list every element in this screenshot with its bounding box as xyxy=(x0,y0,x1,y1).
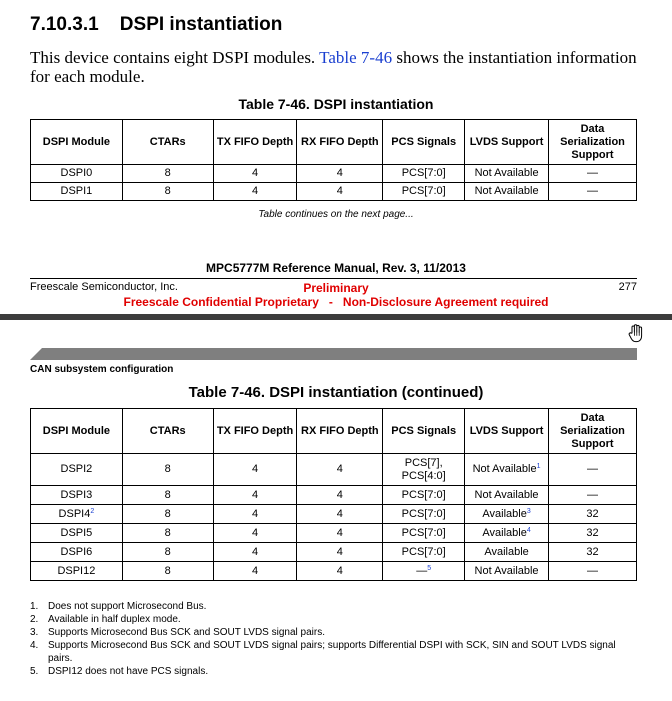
table-header-row xyxy=(31,120,637,165)
module-text: DSPI4 xyxy=(58,507,91,520)
table-row xyxy=(31,165,637,183)
cell-pcs: PCS[7:0] xyxy=(383,524,465,543)
footnote-number: 5. xyxy=(30,666,39,677)
cell-ctars: 8 xyxy=(122,543,213,562)
section-heading xyxy=(30,14,282,36)
intro-paragraph xyxy=(30,48,650,86)
cell-lvds: Not Available xyxy=(465,486,549,505)
cell-rx: 4 xyxy=(297,505,383,524)
table1-caption: Table 7-46. DSPI instantiation xyxy=(238,96,434,112)
footnote-text: DSPI12 does not have PCS signals. xyxy=(48,666,209,677)
cell-lvds: Not Available xyxy=(465,562,549,581)
cell-ctars: 8 xyxy=(122,486,213,505)
col-header: Data Serialization Support xyxy=(549,409,637,454)
intro-text-before: This device contains eight DSPI modules. xyxy=(30,48,316,67)
section-title: DSPI instantiation xyxy=(119,14,283,35)
col-header: TX FIFO Depth xyxy=(213,409,297,454)
footnote-item xyxy=(30,639,640,665)
footnote-text: Supports Microsecond Bus SCK and SOUT LVDS signal pairs. xyxy=(48,627,325,638)
section-number: 7.10.3.1 xyxy=(30,14,99,35)
footer-confidential-notice: Freescale Confidential Proprietary - Non-Disclosure Agreement required xyxy=(123,295,549,309)
cell-ctars: 8 xyxy=(122,183,213,201)
cell-ds: — xyxy=(549,183,637,201)
cell-ds: — xyxy=(549,562,637,581)
cell-rx: 4 xyxy=(297,165,383,183)
col-header: CTARs xyxy=(122,409,213,454)
cell-pcs xyxy=(383,562,465,581)
table-row xyxy=(31,505,637,524)
cell-pcs: PCS[7:0] xyxy=(383,183,465,201)
footnote-text: Available in half duplex mode. xyxy=(48,614,181,625)
pcs-text: — xyxy=(416,564,428,577)
cell-tx: 4 xyxy=(213,486,297,505)
table-header-row xyxy=(31,409,637,454)
col-header: CTARs xyxy=(122,120,213,165)
footnote-item xyxy=(30,613,640,626)
table-continues-note: Table continues on the next page... xyxy=(258,209,414,220)
footnote-ref[interactable]: 4 xyxy=(526,526,531,534)
table-row xyxy=(31,454,637,486)
table2-caption: Table 7-46. DSPI instantiation (continued) xyxy=(188,384,484,401)
cell-rx: 4 xyxy=(297,486,383,505)
table-row xyxy=(31,524,637,543)
cell-module xyxy=(31,505,123,524)
table-row xyxy=(31,562,637,581)
footnote-ref[interactable]: 1 xyxy=(536,463,541,470)
cell-lvds: Not Available xyxy=(465,165,549,183)
cell-module: DSPI5 xyxy=(31,524,123,543)
footnote-text: Does not support Microsecond Bus. xyxy=(48,601,207,612)
col-header: RX FIFO Depth xyxy=(297,120,383,165)
pcs-line: PCS[7], xyxy=(404,456,443,469)
footnote-number: 1. xyxy=(30,601,39,612)
footer-company: Freescale Semiconductor, Inc. xyxy=(30,281,178,293)
hand-cursor-icon xyxy=(626,323,646,343)
cell-ctars: 8 xyxy=(122,165,213,183)
cell-ctars: 8 xyxy=(122,524,213,543)
cell-tx: 4 xyxy=(213,562,297,581)
footer-divider xyxy=(30,278,637,279)
intro-text-after: shows the instantiation information for each module. xyxy=(30,48,637,86)
lvds-text: Available xyxy=(482,507,527,520)
cell-pcs: PCS[7:0] xyxy=(383,543,465,562)
cell-lvds: Not Available xyxy=(465,183,549,201)
footnote-ref[interactable]: 3 xyxy=(526,507,531,515)
cell-lvds: Available xyxy=(465,543,549,562)
cell-rx: 4 xyxy=(297,543,383,562)
cell-ds: 32 xyxy=(549,543,637,562)
cell-tx: 4 xyxy=(213,505,297,524)
cell-module: DSPI12 xyxy=(31,562,123,581)
footnote-number: 2. xyxy=(30,614,39,625)
dspi-table-1 xyxy=(30,119,637,201)
col-header: LVDS Support xyxy=(465,120,549,165)
footnote-number: 3. xyxy=(30,627,39,638)
cell-lvds xyxy=(465,505,549,524)
table-row xyxy=(31,183,637,201)
col-header: Data Serialization Support xyxy=(549,120,637,165)
col-header: PCS Signals xyxy=(383,409,465,454)
running-section-header: CAN subsystem configuration xyxy=(30,364,174,375)
cell-ctars: 8 xyxy=(122,454,213,486)
footer-status: Preliminary xyxy=(303,281,369,295)
footer-page-number: 277 xyxy=(618,281,637,293)
dspi-table-2 xyxy=(30,408,637,581)
cell-rx: 4 xyxy=(297,524,383,543)
page-break-band xyxy=(0,314,672,320)
cell-module: DSPI6 xyxy=(31,543,123,562)
footnote-item xyxy=(30,665,640,678)
cell-pcs: PCS[7:0] xyxy=(383,486,465,505)
footnote-ref[interactable]: 2 xyxy=(90,507,95,515)
col-header: DSPI Module xyxy=(31,409,123,454)
footnote-number: 4. xyxy=(30,640,39,651)
col-header: PCS Signals xyxy=(383,120,465,165)
cell-tx: 4 xyxy=(213,543,297,562)
cell-ctars: 8 xyxy=(122,505,213,524)
cell-module: DSPI1 xyxy=(31,183,123,201)
col-header: RX FIFO Depth xyxy=(297,409,383,454)
cell-lvds xyxy=(465,454,549,486)
cell-rx: 4 xyxy=(297,562,383,581)
page-header-bar xyxy=(30,348,637,360)
cell-ds: — xyxy=(549,486,637,505)
table-reference-link[interactable]: Table 7-46 xyxy=(319,48,393,67)
footer-manual-title: MPC5777M Reference Manual, Rev. 3, 11/2013 xyxy=(206,261,466,275)
cell-tx: 4 xyxy=(213,165,297,183)
col-header: DSPI Module xyxy=(31,120,123,165)
lvds-text: Available xyxy=(482,526,527,539)
table-row xyxy=(31,486,637,505)
cell-module: DSPI3 xyxy=(31,486,123,505)
col-header: TX FIFO Depth xyxy=(213,120,297,165)
cell-tx: 4 xyxy=(213,183,297,201)
lvds-text: Not Available xyxy=(472,463,537,475)
page-header-bar-notch xyxy=(30,348,42,360)
cell-pcs xyxy=(383,454,465,486)
footnote-item xyxy=(30,600,640,613)
cell-ds: — xyxy=(549,454,637,486)
pcs-line: PCS[4:0] xyxy=(401,469,446,482)
cell-tx: 4 xyxy=(213,524,297,543)
cell-rx: 4 xyxy=(297,183,383,201)
footnote-ref[interactable]: 5 xyxy=(427,564,432,572)
cell-module: DSPI2 xyxy=(31,454,123,486)
footnotes-list xyxy=(30,600,640,678)
footnote-text: Supports Microsecond Bus SCK and SOUT LVDS signal pairs; supports Differential DSPI with SCK, SIN and SOUT LVDS signal pairs. xyxy=(48,640,616,664)
cell-pcs: PCS[7:0] xyxy=(383,505,465,524)
cell-pcs: PCS[7:0] xyxy=(383,165,465,183)
cell-lvds xyxy=(465,524,549,543)
cell-rx: 4 xyxy=(297,454,383,486)
cell-module: DSPI0 xyxy=(31,165,123,183)
cell-ds: — xyxy=(549,165,637,183)
cell-ds: 32 xyxy=(549,505,637,524)
cell-ds: 32 xyxy=(549,524,637,543)
cell-ctars: 8 xyxy=(122,562,213,581)
col-header: LVDS Support xyxy=(465,409,549,454)
table-row xyxy=(31,543,637,562)
footnote-item xyxy=(30,626,640,639)
cell-tx: 4 xyxy=(213,454,297,486)
